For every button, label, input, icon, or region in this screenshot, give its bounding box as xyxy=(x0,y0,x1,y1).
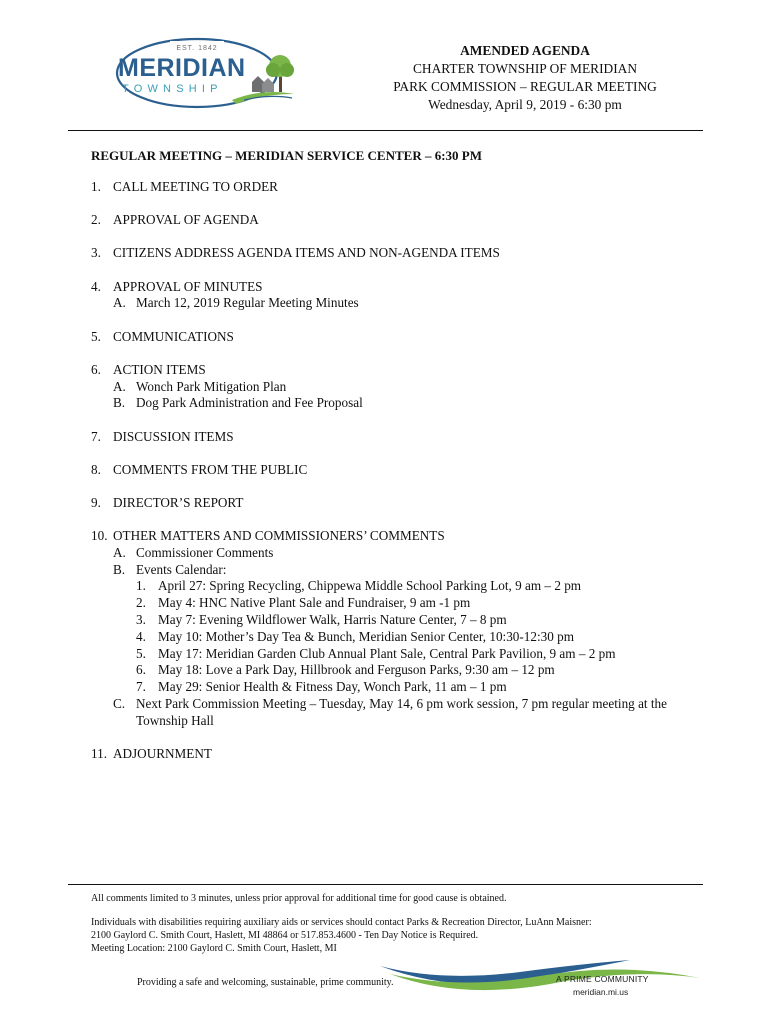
agenda-item xyxy=(91,179,691,196)
agenda-item-text: CALL MEETING TO ORDER xyxy=(113,179,278,194)
agenda-item xyxy=(91,362,691,412)
calendar-event xyxy=(91,612,691,629)
agenda-item xyxy=(91,528,691,730)
subitem-letter: A. xyxy=(113,544,126,560)
agenda-item-number: 3. xyxy=(91,245,101,261)
subitem-letter: A. xyxy=(113,378,126,394)
agenda-item xyxy=(91,462,691,479)
agenda-item xyxy=(91,746,691,763)
agenda-item-text: OTHER MATTERS AND COMMISSIONERS’ COMMENTS xyxy=(113,528,445,544)
agenda-item-number: 6. xyxy=(91,361,101,377)
subitem-text: Commissioner Comments xyxy=(136,544,274,560)
header-date: Wednesday, April 9, 2019 - 6:30 pm xyxy=(428,97,622,112)
agenda-header xyxy=(380,42,670,114)
calendar-event xyxy=(91,662,691,679)
tagline: Providing a safe and welcoming, sustainable, prime community. xyxy=(137,977,394,988)
header-commission: PARK COMMISSION – REGULAR MEETING xyxy=(393,79,657,94)
subitem-letter: A. xyxy=(113,295,126,311)
event-number: 7. xyxy=(136,679,146,695)
calendar-event xyxy=(91,578,691,595)
agenda-item xyxy=(91,279,691,313)
agenda-item-heading xyxy=(91,462,691,479)
event-text: April 27: Spring Recycling, Chippewa Middle School Parking Lot, 9 am – 2 pm xyxy=(158,578,582,594)
agenda-item-heading xyxy=(91,279,691,296)
agenda-item-text: ADJOURNMENT xyxy=(113,746,212,762)
event-text: May 29: Senior Health & Fitness Day, Wonch Park, 11 am – 1 pm xyxy=(158,679,507,695)
footer-divider xyxy=(68,884,703,885)
meeting-location: Meeting Location: 2100 Gaylord C. Smith Court, Haslett, MI xyxy=(91,943,337,954)
event-number: 5. xyxy=(136,645,146,661)
header-township: CHARTER TOWNSHIP OF MERIDIAN xyxy=(413,61,637,76)
agenda-item xyxy=(91,429,691,446)
agenda-item-text: COMMENTS FROM THE PUBLIC xyxy=(113,461,308,477)
address-line: 2100 Gaylord C. Smith Court, Haslett, MI 48864 or 517.853.4600 - Ten Day Notice is Required. xyxy=(91,930,479,941)
calendar-event xyxy=(91,679,691,696)
agenda-item-number: 7. xyxy=(91,428,101,444)
agenda-item xyxy=(91,495,691,512)
agenda-item-heading xyxy=(91,528,691,545)
house-icon xyxy=(262,78,274,92)
agenda-item-text: DISCUSSION ITEMS xyxy=(113,428,234,444)
subitem-letter: C. xyxy=(113,696,126,712)
subitem-text: March 12, 2019 Regular Meeting Minutes xyxy=(136,295,359,311)
agenda-subitem xyxy=(91,379,691,396)
agenda-item-heading xyxy=(91,429,691,446)
agenda-item-heading xyxy=(91,179,691,196)
agenda-item-number: 10. xyxy=(91,528,108,544)
event-number: 4. xyxy=(136,628,146,644)
meridian-township-logo xyxy=(112,34,298,112)
prime-community-label: A PRIME COMMUNITY xyxy=(556,974,649,984)
agenda-item-number: 1. xyxy=(91,179,101,194)
agenda-item xyxy=(91,212,691,229)
document-title: AMENDED AGENDA xyxy=(460,43,590,58)
subitem-text: Events Calendar: xyxy=(136,561,227,577)
meeting-title: REGULAR MEETING – MERIDIAN SERVICE CENTER – 6:30 PM xyxy=(91,148,483,163)
agenda-item-text: COMMUNICATIONS xyxy=(113,328,234,344)
agenda-subitem xyxy=(91,562,691,579)
comment-limit-note: All comments limited to 3 minutes, unless prior approval for additional time for good cause is obtained. xyxy=(91,893,507,904)
agenda-item-heading xyxy=(91,329,691,346)
agenda-item xyxy=(91,245,691,262)
calendar-event xyxy=(91,646,691,663)
accessibility-note xyxy=(91,916,592,955)
event-text: May 4: HNC Native Plant Sale and Fundraiser, 9 am -1 pm xyxy=(158,595,471,611)
event-text: May 7: Evening Wildflower Walk, Harris Nature Center, 7 – 8 pm xyxy=(158,612,507,628)
agenda-item-heading xyxy=(91,746,691,763)
agenda-subitem xyxy=(91,696,691,730)
agenda-item-text: CITIZENS ADDRESS AGENDA ITEMS AND NON-AGENDA ITEMS xyxy=(113,245,500,261)
agenda-item-heading xyxy=(91,212,691,229)
subitem-text: Next Park Commission Meeting – Tuesday, May 14, 6 pm work session, 7 pm regular meeting at the Township Hall xyxy=(136,696,667,728)
agenda-subitem xyxy=(91,395,691,412)
agenda-item xyxy=(91,329,691,346)
agenda-item-heading xyxy=(91,495,691,512)
agenda-item-text: APPROVAL OF AGENDA xyxy=(113,212,259,228)
logo-est-text: EST. 1842 xyxy=(176,45,218,52)
agenda-item-number: 5. xyxy=(91,328,101,344)
calendar-event xyxy=(91,629,691,646)
agenda-item-heading xyxy=(91,245,691,262)
subitem-text: Wonch Park Mitigation Plan xyxy=(136,378,287,394)
subitem-letter: B. xyxy=(113,395,126,411)
event-number: 6. xyxy=(136,662,146,678)
agenda-subitem xyxy=(91,545,691,562)
event-number: 1. xyxy=(136,578,146,594)
agenda-item-text: DIRECTOR’S REPORT xyxy=(113,494,244,510)
event-number: 2. xyxy=(136,595,146,611)
header-divider xyxy=(68,130,703,131)
agenda-item-number: 2. xyxy=(91,212,101,228)
agenda-item-heading xyxy=(91,362,691,379)
calendar-event xyxy=(91,595,691,612)
agenda-item-number: 9. xyxy=(91,494,101,510)
agenda-item-text: ACTION ITEMS xyxy=(113,361,206,377)
event-text: May 17: Meridian Garden Club Annual Plant Sale, Central Park Pavilion, 9 am – 2 pm xyxy=(158,645,616,661)
agenda-item-number: 11. xyxy=(91,746,107,762)
accessibility-line: Individuals with disabilities requiring auxiliary aids or services should contact Parks & Recreation Director, LuAnn Maisner: xyxy=(91,917,592,928)
agenda-item-number: 8. xyxy=(91,461,101,477)
logo-name-text: MERIDIAN xyxy=(118,54,246,82)
logo-sub-text: TOWNSHIP xyxy=(122,83,223,95)
agenda-subitem xyxy=(91,295,691,312)
event-text: May 18: Love a Park Day, Hillbrook and Ferguson Parks, 9:30 am – 12 pm xyxy=(158,662,555,678)
agenda-item-number: 4. xyxy=(91,278,101,294)
event-number: 3. xyxy=(136,612,146,628)
subitem-text: Dog Park Administration and Fee Proposal xyxy=(136,395,363,411)
agenda-item-text: APPROVAL OF MINUTES xyxy=(113,278,263,294)
event-text: May 10: Mother’s Day Tea & Bunch, Meridian Senior Center, 10:30-12:30 pm xyxy=(158,628,574,644)
website-url: meridian.mi.us xyxy=(573,987,629,997)
agenda-list xyxy=(91,179,691,779)
prime-community-swoosh xyxy=(380,956,700,996)
subitem-letter: B. xyxy=(113,561,126,577)
